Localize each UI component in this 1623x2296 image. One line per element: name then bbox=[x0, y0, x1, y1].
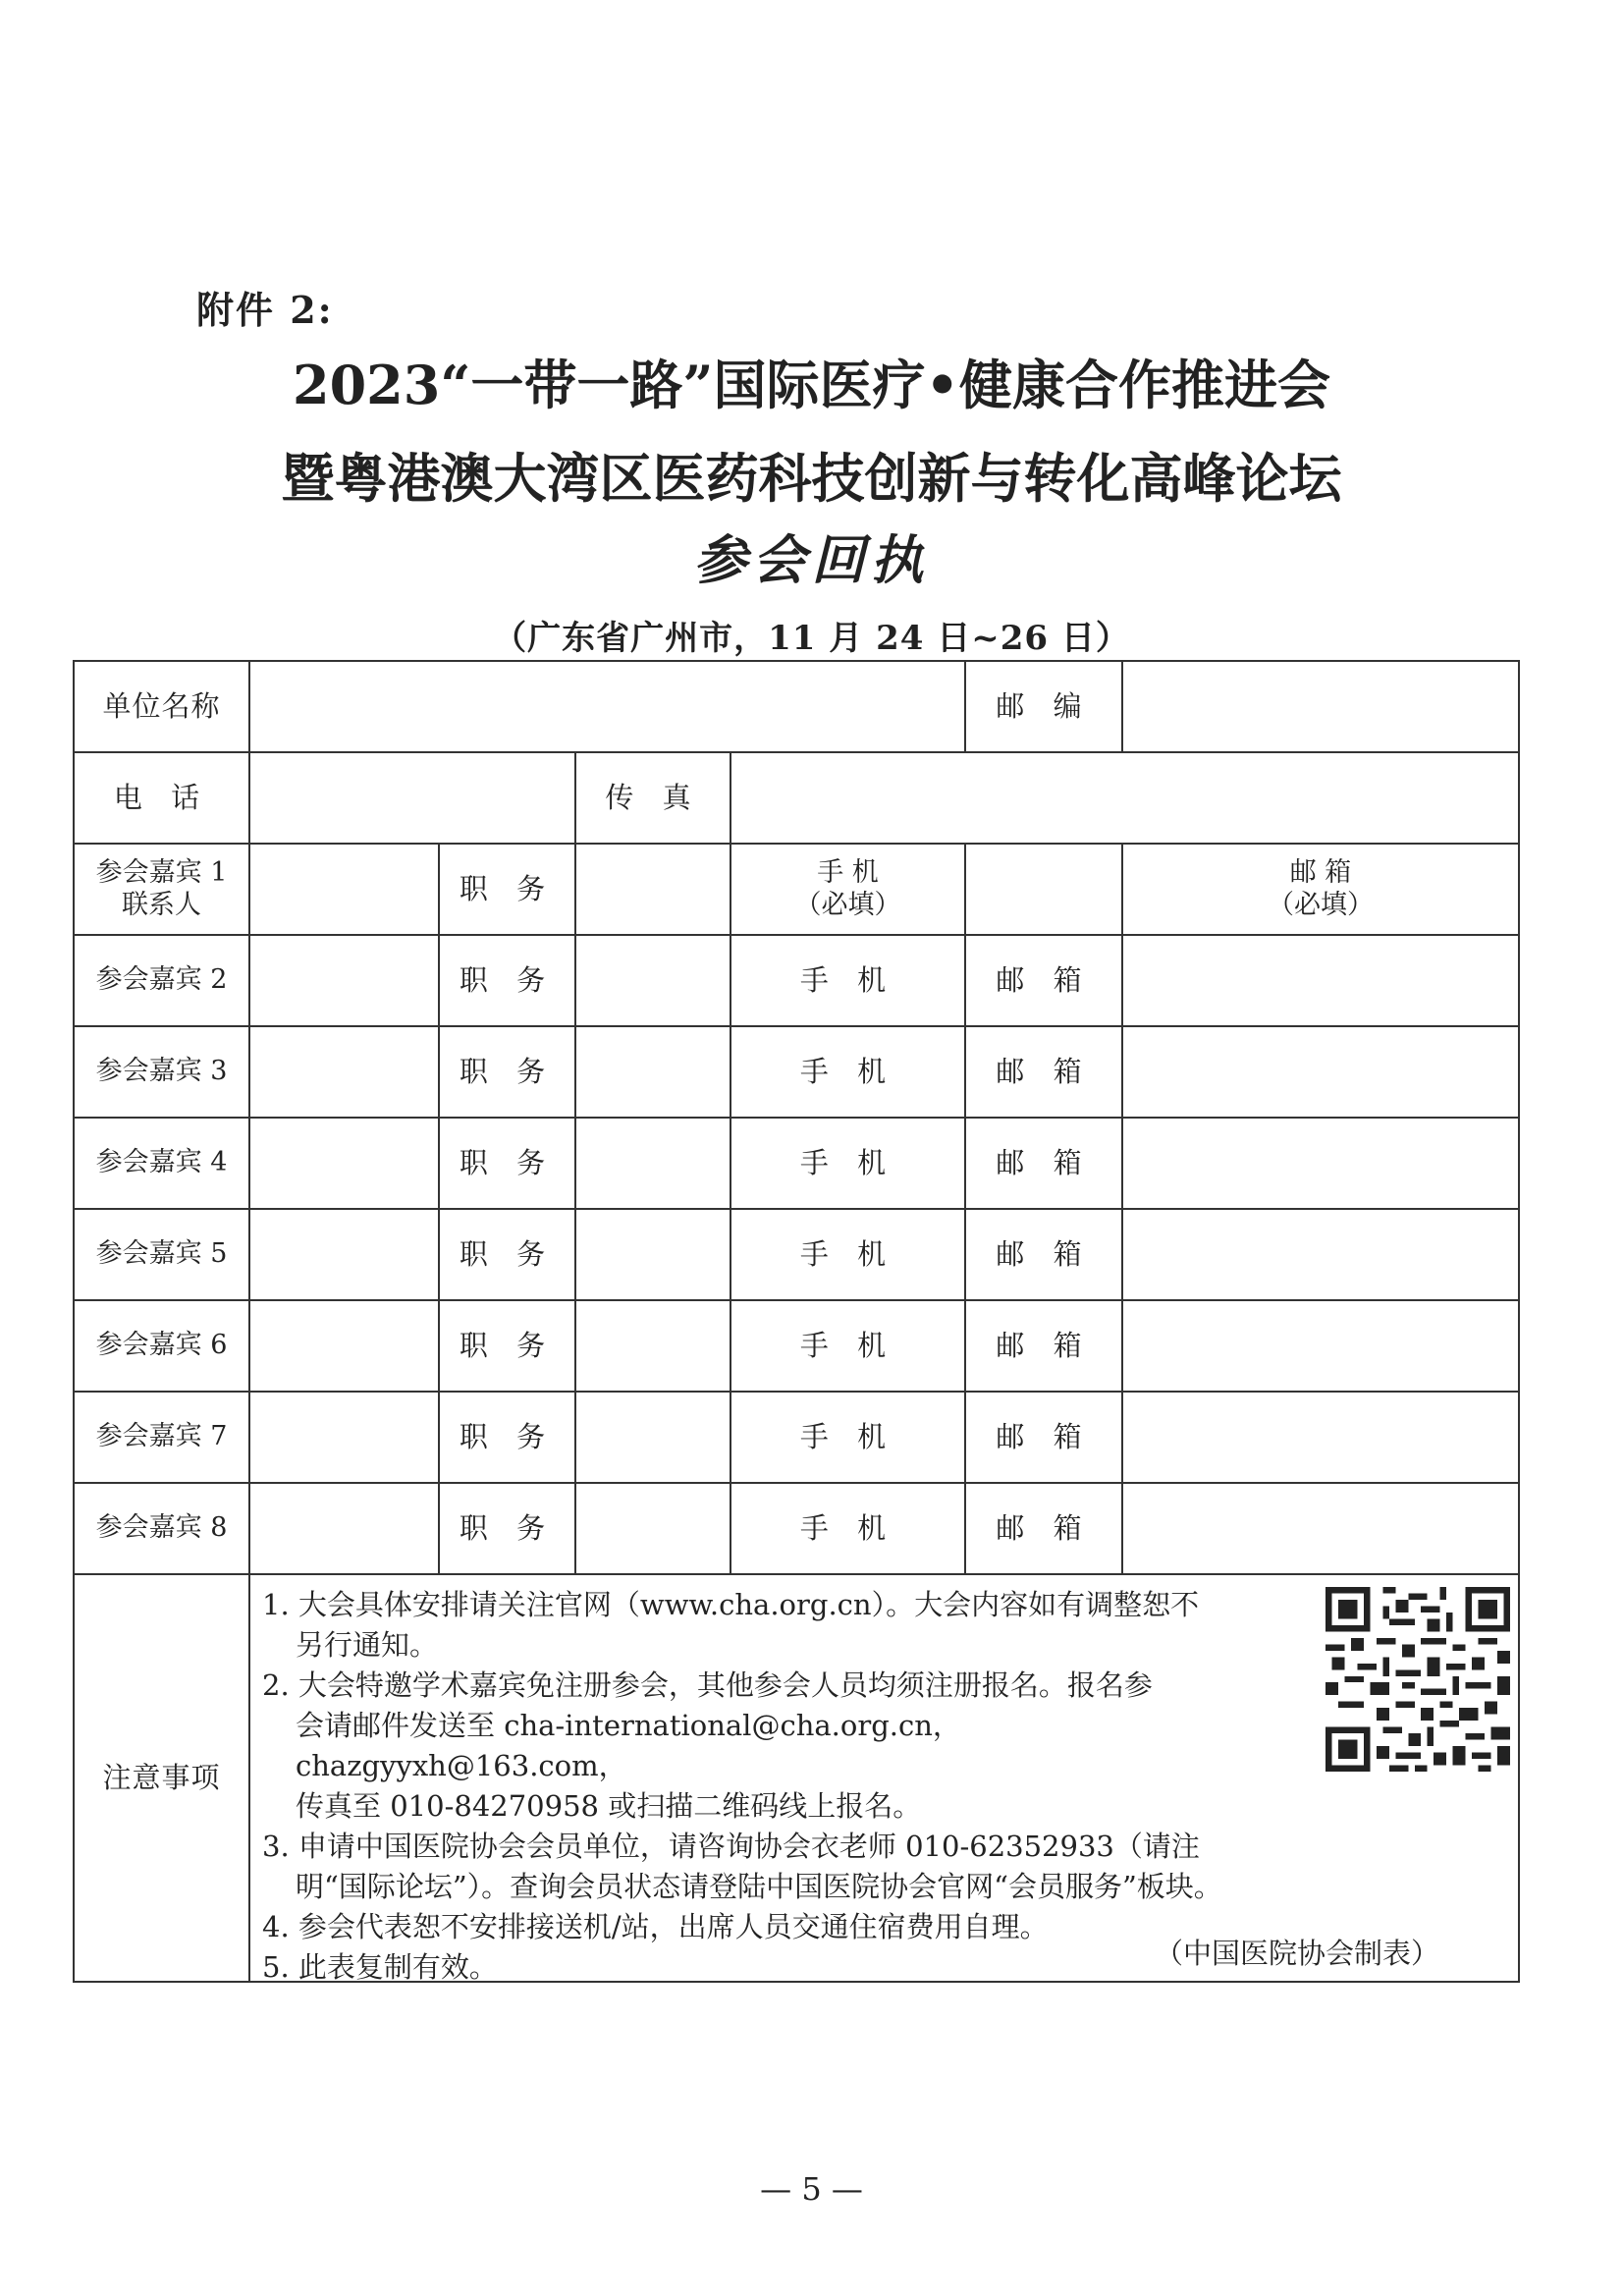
location-date: （广东省广州市，11 月 24 日~26 日） bbox=[493, 619, 1130, 658]
note-4: 4. 参会代表恕不安排接送机/站，出席人员交通住宿费用自理。 bbox=[262, 1910, 1049, 1943]
note-3-cont: 明“国际论坛”）。查询会员状态请登陆中国医院协会官网“会员服务”板块。 bbox=[296, 1870, 1222, 1903]
attachment-label: 附件 2: bbox=[196, 288, 334, 332]
page-number: — 5 — bbox=[760, 2170, 863, 2208]
guest-name-field[interactable] bbox=[249, 1300, 439, 1392]
email-label: 邮 箱 bbox=[965, 1209, 1122, 1300]
mobile-label: 手 机 bbox=[730, 1026, 965, 1118]
fax-field[interactable] bbox=[730, 752, 1519, 844]
guest-1-label-line2: 联系人 bbox=[122, 889, 201, 920]
guest-name-field[interactable] bbox=[249, 1118, 439, 1209]
email-field[interactable] bbox=[1122, 935, 1519, 1026]
mobile-label: 手 机 bbox=[817, 857, 879, 889]
unit-row bbox=[74, 661, 1519, 752]
registration-table bbox=[73, 660, 1520, 1983]
guest-name-field[interactable] bbox=[249, 1392, 439, 1483]
postcode-field[interactable] bbox=[1122, 661, 1519, 752]
guest-row-3 bbox=[74, 1026, 1519, 1118]
guest-name-field[interactable] bbox=[249, 1209, 439, 1300]
phone-row bbox=[74, 752, 1519, 844]
mobile-label: 手 机 bbox=[730, 1300, 965, 1392]
position-label: 职 务 bbox=[439, 1026, 575, 1118]
email-required-label bbox=[1122, 844, 1519, 935]
guest-1-name-field[interactable] bbox=[249, 844, 439, 935]
guest-1-label-line1: 参会嘉宾 1 bbox=[95, 857, 228, 889]
position-label: 职 务 bbox=[439, 1209, 575, 1300]
email-label: 邮 箱 bbox=[965, 1300, 1122, 1392]
note-1: 1. 大会具体安排请关注官网（www.cha.org.cn）。大会内容如有调整恕不 bbox=[262, 1588, 1200, 1621]
note-3: 3. 申请中国医院协会会员单位，请咨询协会衣老师 010-62352933（请注 bbox=[262, 1830, 1200, 1863]
mobile-label: 手 机 bbox=[730, 1392, 965, 1483]
qr-code-icon[interactable] bbox=[1325, 1587, 1510, 1772]
guest-label: 参会嘉宾 2 bbox=[74, 935, 249, 1026]
fax-label: 传 真 bbox=[575, 752, 730, 844]
email-field[interactable] bbox=[1122, 1118, 1519, 1209]
guest-name-field[interactable] bbox=[249, 1026, 439, 1118]
position-field[interactable] bbox=[575, 1300, 730, 1392]
guest-row-4 bbox=[74, 1118, 1519, 1209]
title-line-2: 暨粤港澳大湾区医药科技创新与转化高峰论坛 bbox=[281, 447, 1342, 510]
email-label: 邮 箱 bbox=[965, 935, 1122, 1026]
required-note: （必填） bbox=[1268, 889, 1374, 920]
position-field[interactable] bbox=[575, 1392, 730, 1483]
form-title: 参会回执 bbox=[693, 528, 930, 591]
note-1-cont: 另行通知。 bbox=[296, 1628, 439, 1662]
guest-1-mobile-field[interactable] bbox=[965, 844, 1122, 935]
note-2-cont2: 传真至 010-84270958 或扫描二维码线上报名。 bbox=[296, 1789, 922, 1823]
guest-1-label bbox=[74, 844, 249, 935]
postcode-label: 邮 编 bbox=[965, 661, 1122, 752]
position-label: 职 务 bbox=[439, 935, 575, 1026]
guest-1-position-field[interactable] bbox=[575, 844, 730, 935]
guest-row-5 bbox=[74, 1209, 1519, 1300]
position-field[interactable] bbox=[575, 935, 730, 1026]
mobile-label: 手 机 bbox=[730, 1209, 965, 1300]
mobile-label: 手 机 bbox=[730, 935, 965, 1026]
email-label: 邮 箱 bbox=[965, 1483, 1122, 1574]
notes-list bbox=[262, 1585, 1283, 1988]
email-label: 邮 箱 bbox=[1289, 857, 1352, 889]
email-field[interactable] bbox=[1122, 1026, 1519, 1118]
position-label: 职 务 bbox=[439, 1300, 575, 1392]
guest-row-2 bbox=[74, 935, 1519, 1026]
mobile-label: 手 机 bbox=[730, 1118, 965, 1209]
mobile-label: 手 机 bbox=[730, 1483, 965, 1574]
unit-name-label: 单位名称 bbox=[74, 661, 249, 752]
note-2: 2. 大会特邀学术嘉宾免注册参会，其他参会人员均须注册报名。报名参 bbox=[262, 1668, 1153, 1702]
guest-name-field[interactable] bbox=[249, 935, 439, 1026]
email-label: 邮 箱 bbox=[965, 1392, 1122, 1483]
note-5: 5. 此表复制有效。 bbox=[262, 1950, 498, 1984]
position-label: 职 务 bbox=[439, 1392, 575, 1483]
guest-label: 参会嘉宾 6 bbox=[74, 1300, 249, 1392]
position-field[interactable] bbox=[575, 1026, 730, 1118]
guest-row-8 bbox=[74, 1483, 1519, 1574]
guest-label: 参会嘉宾 4 bbox=[74, 1118, 249, 1209]
notes-row bbox=[74, 1574, 1519, 1982]
table-maker: （中国医院协会制表） bbox=[1154, 1937, 1439, 1971]
guest-label: 参会嘉宾 7 bbox=[74, 1392, 249, 1483]
title-line-1: 2023“一带一路”国际医疗•健康合作推进会 bbox=[293, 354, 1330, 416]
guest-label: 参会嘉宾 3 bbox=[74, 1026, 249, 1118]
position-label: 职 务 bbox=[439, 1118, 575, 1209]
guest-row-1 bbox=[74, 844, 1519, 935]
position-label: 职 务 bbox=[439, 1483, 575, 1574]
email-field[interactable] bbox=[1122, 1300, 1519, 1392]
guest-row-7 bbox=[74, 1392, 1519, 1483]
mobile-required-label bbox=[730, 844, 965, 935]
email-label: 邮 箱 bbox=[965, 1118, 1122, 1209]
email-field[interactable] bbox=[1122, 1392, 1519, 1483]
notes-cell bbox=[249, 1574, 1519, 1982]
required-note: （必填） bbox=[794, 889, 901, 920]
phone-label: 电 话 bbox=[74, 752, 249, 844]
email-field[interactable] bbox=[1122, 1483, 1519, 1574]
email-label: 邮 箱 bbox=[965, 1026, 1122, 1118]
guest-row-6 bbox=[74, 1300, 1519, 1392]
position-field[interactable] bbox=[575, 1118, 730, 1209]
note-2-cont: 会请邮件发送至 cha-international@cha.org.cn，chazgyyxh@163.com， bbox=[296, 1709, 961, 1782]
unit-name-field[interactable] bbox=[249, 661, 965, 752]
guest-label: 参会嘉宾 5 bbox=[74, 1209, 249, 1300]
guest-label: 参会嘉宾 8 bbox=[74, 1483, 249, 1574]
position-field[interactable] bbox=[575, 1483, 730, 1574]
notes-label: 注意事项 bbox=[74, 1574, 249, 1982]
position-field[interactable] bbox=[575, 1209, 730, 1300]
position-label: 职 务 bbox=[439, 844, 575, 935]
guest-name-field[interactable] bbox=[249, 1483, 439, 1574]
email-field[interactable] bbox=[1122, 1209, 1519, 1300]
phone-field[interactable] bbox=[249, 752, 575, 844]
